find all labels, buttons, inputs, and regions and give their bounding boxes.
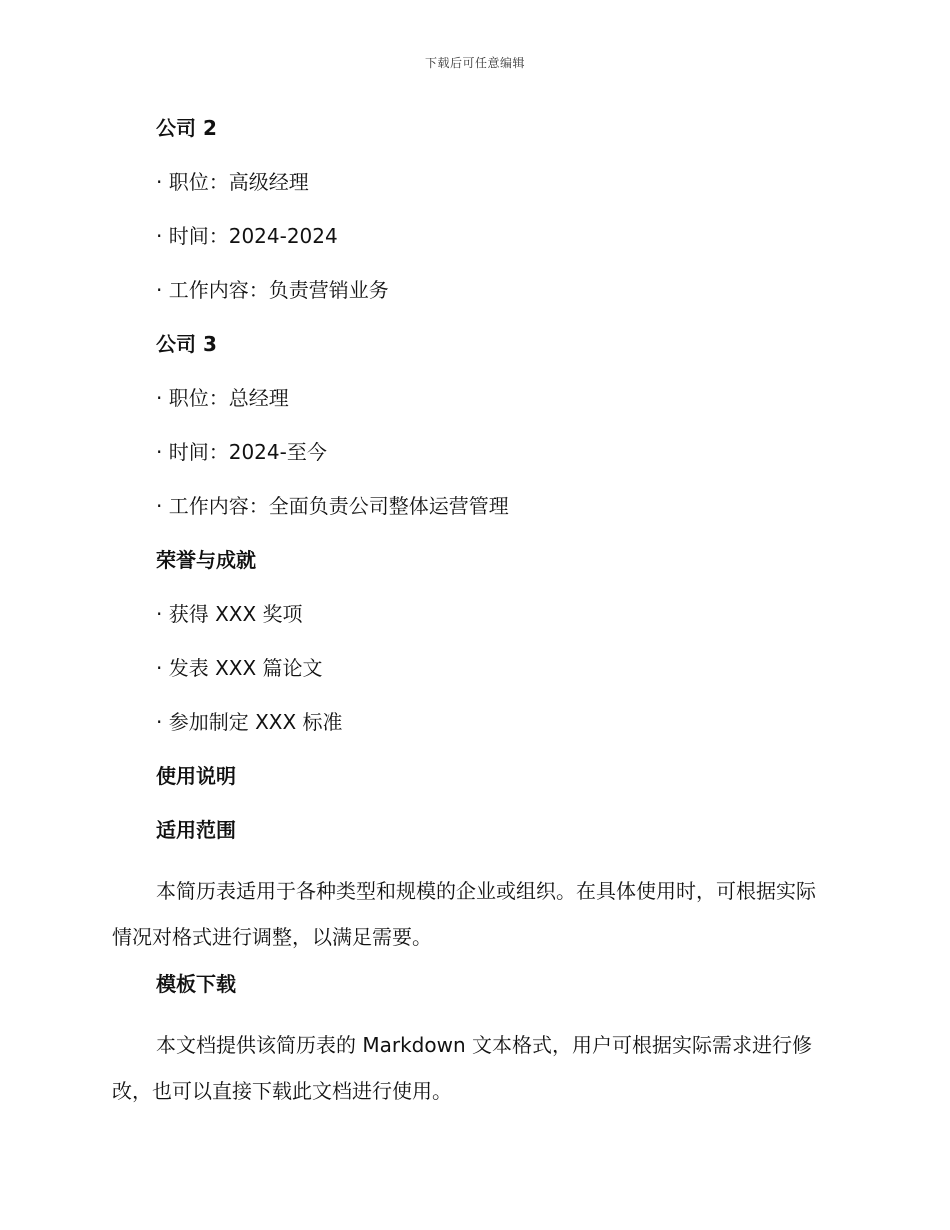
company2-position: · 职位：高级经理 xyxy=(156,170,309,194)
honors-title: 荣誉与成就 xyxy=(156,548,256,572)
honor-item: · 获得 XXX 奖项 xyxy=(156,602,303,626)
company3-duties: · 工作内容：全面负责公司整体运营管理 xyxy=(156,494,509,518)
company3-position: · 职位：总经理 xyxy=(156,386,289,410)
page-header: 下载后可任意编辑 xyxy=(424,56,525,70)
document-body xyxy=(112,112,832,1122)
company3-time: · 时间：2024-至今 xyxy=(156,440,327,464)
scope-title: 适用范围 xyxy=(156,818,236,842)
scope-paragraph: 本简历表适用于各种类型和规模的企业或组织。在具体使用时，可根据实际情况对格式进行调整，以满足需要。 xyxy=(112,879,816,949)
company2-duties: · 工作内容：负责营销业务 xyxy=(156,278,389,302)
honor-item: · 发表 XXX 篇论文 xyxy=(156,656,323,680)
download-title: 模板下载 xyxy=(156,972,236,996)
download-paragraph: 本文档提供该简历表的 Markdown 文本格式，用户可根据实际需求进行修改，也可以直接下载此文档进行使用。 xyxy=(112,1033,812,1103)
company2-title: 公司 2 xyxy=(156,116,217,140)
company2-time: · 时间：2024-2024 xyxy=(156,224,338,248)
company3-title: 公司 3 xyxy=(156,332,217,356)
usage-title: 使用说明 xyxy=(156,764,236,788)
honor-item: · 参加制定 XXX 标准 xyxy=(156,710,343,734)
